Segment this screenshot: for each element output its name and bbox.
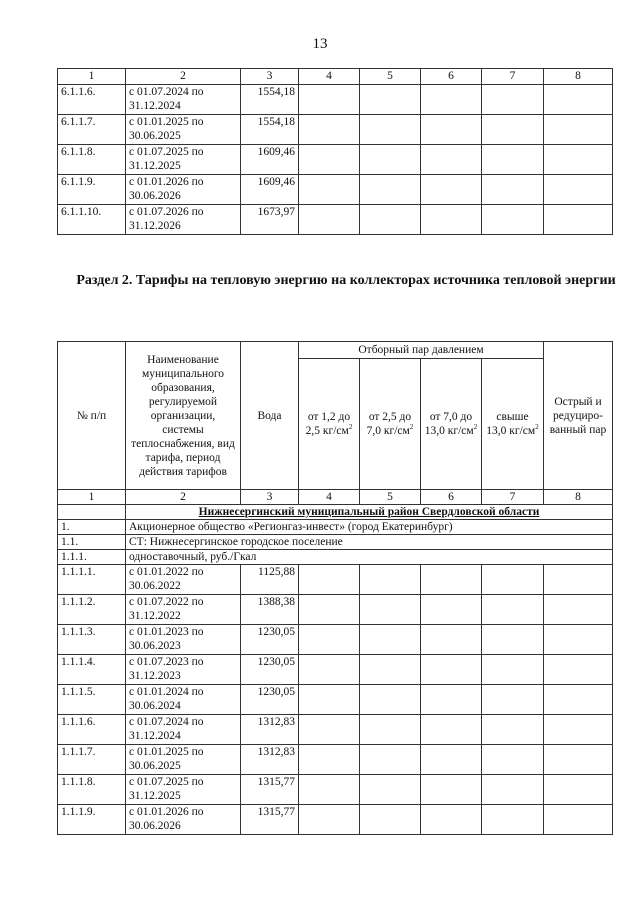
district-title: Нижнесергинский муниципальный район Свердловской области xyxy=(126,505,613,520)
empty-cell xyxy=(299,715,360,745)
empty-cell xyxy=(299,565,360,595)
period: с 01.01.2026 по 30.06.2026 xyxy=(126,175,241,205)
empty-cell xyxy=(482,745,544,775)
table-row xyxy=(58,205,613,235)
table-row xyxy=(58,595,613,625)
empty-cell xyxy=(544,565,613,595)
period: с 01.07.2025 по 31.12.2025 xyxy=(126,145,241,175)
period: с 01.07.2024 по 31.12.2024 xyxy=(126,85,241,115)
period: с 01.01.2024 по 30.06.2024 xyxy=(126,685,241,715)
column-number-row xyxy=(58,69,613,85)
empty-cell xyxy=(360,655,421,685)
column-number: 2 xyxy=(126,490,241,505)
empty-cell xyxy=(421,655,482,685)
table-row xyxy=(58,115,613,145)
empty-cell xyxy=(482,625,544,655)
table-row xyxy=(58,85,613,115)
column-number: 5 xyxy=(360,490,421,505)
water-tariff: 1315,77 xyxy=(241,775,299,805)
period: с 01.07.2024 по 31.12.2024 xyxy=(126,715,241,745)
table-row xyxy=(58,715,613,745)
header-pressure-4: свыше 13,0 $кг/см^2$ xyxy=(482,359,544,490)
water-tariff: 1673,97 xyxy=(241,205,299,235)
org-num: 1. xyxy=(58,520,126,535)
table-row xyxy=(58,145,613,175)
empty-cell xyxy=(360,85,421,115)
system-name: СТ: Нижнесергинское городское поселение xyxy=(126,535,613,550)
empty-cell xyxy=(299,595,360,625)
row-num: 1.1.1.1. xyxy=(58,565,126,595)
water-tariff: 1388,38 xyxy=(241,595,299,625)
empty-cell xyxy=(360,685,421,715)
row-num: 6.1.1.8. xyxy=(58,145,126,175)
empty-cell xyxy=(299,775,360,805)
period: с 01.01.2022 по 30.06.2022 xyxy=(126,565,241,595)
row-num: 1.1.1.3. xyxy=(58,625,126,655)
table-row xyxy=(58,685,613,715)
empty-cell xyxy=(482,715,544,745)
table-row xyxy=(58,745,613,775)
tariff-table-continued xyxy=(57,68,613,235)
empty-cell xyxy=(544,85,613,115)
column-number-row xyxy=(58,490,613,505)
collector-tariff-table xyxy=(57,341,613,835)
empty-cell xyxy=(544,715,613,745)
water-tariff: 1230,05 xyxy=(241,685,299,715)
empty-cell xyxy=(482,115,544,145)
column-number: 4 xyxy=(299,69,360,85)
table-row xyxy=(58,775,613,805)
empty-cell xyxy=(421,115,482,145)
empty-cell xyxy=(299,745,360,775)
table-row xyxy=(58,655,613,685)
period: с 01.01.2025 по 30.06.2025 xyxy=(126,115,241,145)
empty-cell xyxy=(421,565,482,595)
table-row xyxy=(58,565,613,595)
empty-cell xyxy=(299,805,360,835)
column-number: 8 xyxy=(544,490,613,505)
empty-cell xyxy=(544,685,613,715)
column-number: 4 xyxy=(299,490,360,505)
empty-cell xyxy=(421,205,482,235)
water-tariff: 1554,18 xyxy=(241,85,299,115)
empty-cell xyxy=(299,685,360,715)
empty-cell xyxy=(421,145,482,175)
table-row xyxy=(58,805,613,835)
tariff-type-row xyxy=(58,550,613,565)
water-tariff: 1609,46 xyxy=(241,145,299,175)
row-num: 6.1.1.7. xyxy=(58,115,126,145)
empty-cell xyxy=(421,775,482,805)
tariff-type-name: одноставочный, руб./Гкал xyxy=(126,550,613,565)
empty-cell xyxy=(482,685,544,715)
empty-cell xyxy=(482,655,544,685)
table-row xyxy=(58,175,613,205)
row-num: 1.1.1.4. xyxy=(58,655,126,685)
period: с 01.07.2025 по 31.12.2025 xyxy=(126,775,241,805)
row-num: 1.1.1.6. xyxy=(58,715,126,745)
water-tariff: 1554,18 xyxy=(241,115,299,145)
period: с 01.07.2023 по 31.12.2023 xyxy=(126,655,241,685)
water-tariff: 1609,46 xyxy=(241,175,299,205)
empty-cell xyxy=(482,145,544,175)
empty-cell xyxy=(360,115,421,145)
water-tariff: 1125,88 xyxy=(241,565,299,595)
empty-cell xyxy=(544,655,613,685)
table-row xyxy=(58,625,613,655)
empty-cell xyxy=(360,775,421,805)
header-sharp-steam: Острый и редуциро-ванный пар xyxy=(544,342,613,490)
column-number: 1 xyxy=(58,69,126,85)
empty-cell xyxy=(421,715,482,745)
empty-cell xyxy=(360,805,421,835)
column-number: 7 xyxy=(482,490,544,505)
row-num: 1.1.1.9. xyxy=(58,805,126,835)
header-num: № п/п xyxy=(58,342,126,490)
empty-cell xyxy=(544,205,613,235)
empty-cell xyxy=(544,805,613,835)
empty-cell xyxy=(482,85,544,115)
empty-cell xyxy=(544,175,613,205)
column-number: 5 xyxy=(360,69,421,85)
column-number: 8 xyxy=(544,69,613,85)
row-num: 1.1.1.7. xyxy=(58,745,126,775)
empty-cell xyxy=(421,745,482,775)
empty-cell xyxy=(544,595,613,625)
empty-cell xyxy=(360,205,421,235)
header-pressure-1: от 1,2 до 2,5 $кг/см^2$ xyxy=(299,359,360,490)
empty-cell xyxy=(360,145,421,175)
column-number: 6 xyxy=(421,69,482,85)
empty-cell xyxy=(544,625,613,655)
empty-cell xyxy=(544,145,613,175)
empty-cell xyxy=(421,685,482,715)
empty-cell xyxy=(482,175,544,205)
empty-cell xyxy=(299,655,360,685)
period: с 01.01.2025 по 30.06.2025 xyxy=(126,745,241,775)
column-number: 7 xyxy=(482,69,544,85)
section-heading: Раздел 2. Тарифы на тепловую энергию на коллекторах источника тепловой энергии xyxy=(76,273,616,288)
empty-cell xyxy=(360,625,421,655)
empty-cell xyxy=(544,745,613,775)
empty-cell xyxy=(421,595,482,625)
empty-cell xyxy=(421,805,482,835)
empty-cell xyxy=(482,595,544,625)
water-tariff: 1312,83 xyxy=(241,745,299,775)
district-row xyxy=(58,505,613,520)
empty-cell xyxy=(421,625,482,655)
empty-cell xyxy=(360,175,421,205)
period: с 01.07.2026 по 31.12.2026 xyxy=(126,205,241,235)
empty-cell xyxy=(360,745,421,775)
water-tariff: 1312,83 xyxy=(241,715,299,745)
empty-cell xyxy=(360,565,421,595)
page-number: 13 xyxy=(312,36,328,52)
row-num: 1.1.1.8. xyxy=(58,775,126,805)
header-water: Вода xyxy=(241,342,299,490)
period: с 01.01.2023 по 30.06.2023 xyxy=(126,625,241,655)
row-num: 1.1.1.2. xyxy=(58,595,126,625)
empty-cell xyxy=(299,85,360,115)
header-pressure-2: от 2,5 до 7,0 $кг/см^2$ xyxy=(360,359,421,490)
empty-cell xyxy=(299,175,360,205)
empty-cell xyxy=(360,595,421,625)
header-name: Наименование муниципального образования, регулируемой организации, системы теплоснабжения, вид тарифа, период действия тарифов xyxy=(126,342,241,490)
period: с 01.01.2026 по 30.06.2026 xyxy=(126,805,241,835)
empty-cell xyxy=(544,115,613,145)
row-num: 6.1.1.6. xyxy=(58,85,126,115)
water-tariff: 1315,77 xyxy=(241,805,299,835)
empty-cell xyxy=(421,85,482,115)
empty-cell xyxy=(421,175,482,205)
empty-cell xyxy=(482,775,544,805)
row-num: 6.1.1.10. xyxy=(58,205,126,235)
empty-cell xyxy=(299,115,360,145)
empty-cell xyxy=(544,775,613,805)
empty-cell xyxy=(299,145,360,175)
system-num: 1.1. xyxy=(58,535,126,550)
column-number: 2 xyxy=(126,69,241,85)
column-number: 3 xyxy=(241,69,299,85)
empty-cell xyxy=(299,205,360,235)
empty-cell xyxy=(482,565,544,595)
empty-cell xyxy=(299,625,360,655)
header-pressure-3: от 7,0 до 13,0 $кг/см^2$ xyxy=(421,359,482,490)
period: с 01.07.2022 по 31.12.2022 xyxy=(126,595,241,625)
empty-cell xyxy=(482,805,544,835)
column-number: 6 xyxy=(421,490,482,505)
water-tariff: 1230,05 xyxy=(241,655,299,685)
tariff-type-num: 1.1.1. xyxy=(58,550,126,565)
empty-cell xyxy=(360,715,421,745)
system-row xyxy=(58,535,613,550)
empty-cell xyxy=(482,205,544,235)
org-row xyxy=(58,520,613,535)
row-num: 6.1.1.9. xyxy=(58,175,126,205)
column-number: 3 xyxy=(241,490,299,505)
column-number: 1 xyxy=(58,490,126,505)
org-name: Акционерное общество «Регионгаз-инвест» (город Екатеринбург) xyxy=(126,520,613,535)
row-num: 1.1.1.5. xyxy=(58,685,126,715)
header-steam-group: Отборный пар давлением xyxy=(299,342,544,359)
water-tariff: 1230,05 xyxy=(241,625,299,655)
